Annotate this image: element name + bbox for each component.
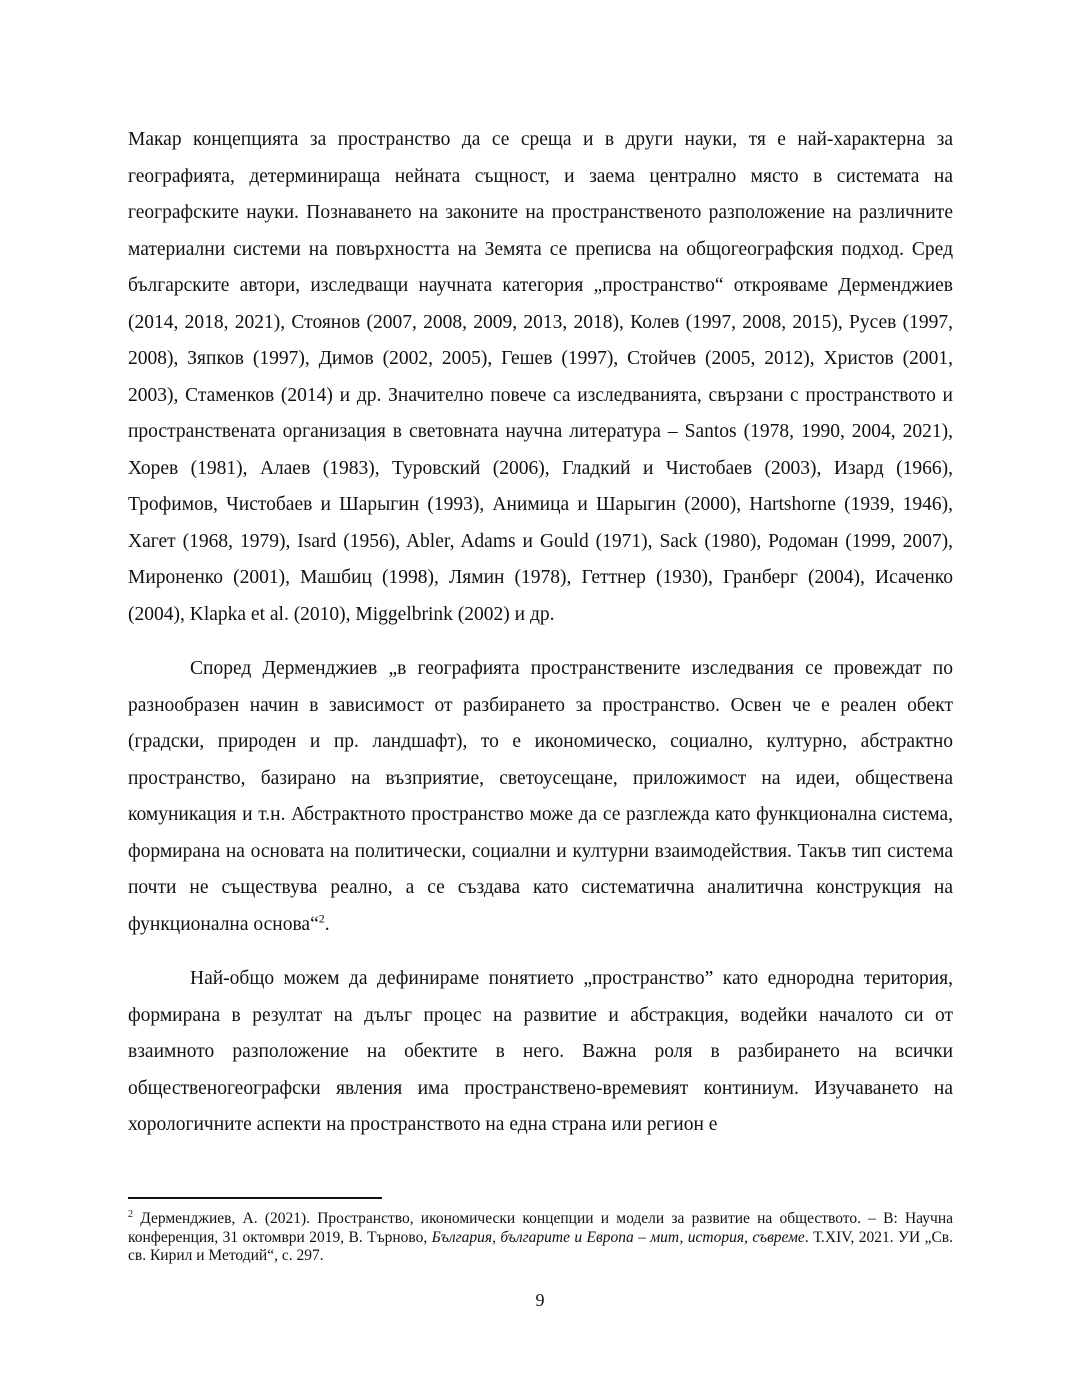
footnote <box>128 1210 953 1266</box>
footnote-italic-title: България, българите и Европа – мит, история, съвреме <box>431 1228 805 1246</box>
footnote-text-after: . Т.XIV, 2021. УИ „Св. св. Кирил и Методий“, с. 297. <box>128 1228 953 1264</box>
paragraph-2-text: Според Дерменджиев „в географията пространствените изследвания се провеждат по разнообразен начин в зависимост от разбирането за пространство. Освен че е реален обект (градски, природен и пр. ландшафт), то е икономическо, социално, културно, абстрактно пространство, базирано на възприятие, светоусещане, приложимост на идеи, обществена комуникация и т.н. Абстрактното пространство може да се разглежда като функционална система, формирана на основата на политически, социални и културни взаимодействия. Такъв тип система почти не съществува реално, а се създава като систематична аналитична конструкция на функционална основа“ <box>128 658 953 935</box>
footnote-reference[interactable]: 2 <box>318 911 325 925</box>
paragraph-2-end: . <box>324 913 330 935</box>
footnote-separator <box>128 1197 382 1199</box>
paragraph-2 <box>128 651 953 943</box>
paragraph-3: Най-общо можем да дефинираме понятието „пространство” като еднородна територия, формирана в резултат на дълъг процес на развитие и абстракция, водейки началото си от взаимното разположение на обектите в него. Важна роля в разбирането на всички общественогеографски явления има пространствено-времевият континиум. Изучаването на хорологичните аспекти на пространството на една страна или регион е <box>128 968 953 1135</box>
footnote-text-before: Дерменджиев, А. (2021). Пространство, икономически концепции и модели за развитие на обществото. – В: Научна конференция, 31 октомври 2019, В. Търново, <box>128 1210 953 1246</box>
document-body <box>128 122 953 1144</box>
paragraph-1: Макар концепцията за пространство да се среща и в други науки, тя е най-характерна за географията, детерминираща нейната същност, и заема централно място в системата на географските науки. Познаването на законите на пространственото разположение на различните материални системи на повърхността на Земята се преписва на общогеографския подход. Сред българските автори, изследващи научната категория „пространство“ открояваме Дерменджиев (2014, 2018, 2021), Стоянов (2007, 2008, 2009, 2013, 2018), Колев (1997, 2008, 2015), Русев (1997, 2008), Зяпков (1997), Димов (2002, 2005), Гешев (1997), Стойчев (2005, 2012), Христов (2001, 2003), Стаменков (2014) и др. Значително повече са изследванията, свързани с пространството и пространствената организация в световната научна литература – Santos (1978, 1990, 2004, 2021), Хорев (1981), Алаев (1983), Туровский (2006), Гладкий и Чистобаев (2003), Изард (1966), Трофимов, Чистобаев и Шарыгин (1993), Анимица и Шарыгин (2000), Hartshorne (1939, 1946), Хагет (1968, 1979), Isard (1956), Abler, Adams и Gould (1971), Sack (1980), Родоман (1999, 2007), Мироненко (2001), Машбиц (1998), Лямин (1978), Геттнер (1930), Гранберг (2004), Исаченко (2004), Klapka et al. (2010), Miggelbrink (2002) и др. <box>128 129 953 625</box>
page-number: 9 <box>535 1290 545 1310</box>
footnote-number: 2 <box>128 1208 133 1220</box>
